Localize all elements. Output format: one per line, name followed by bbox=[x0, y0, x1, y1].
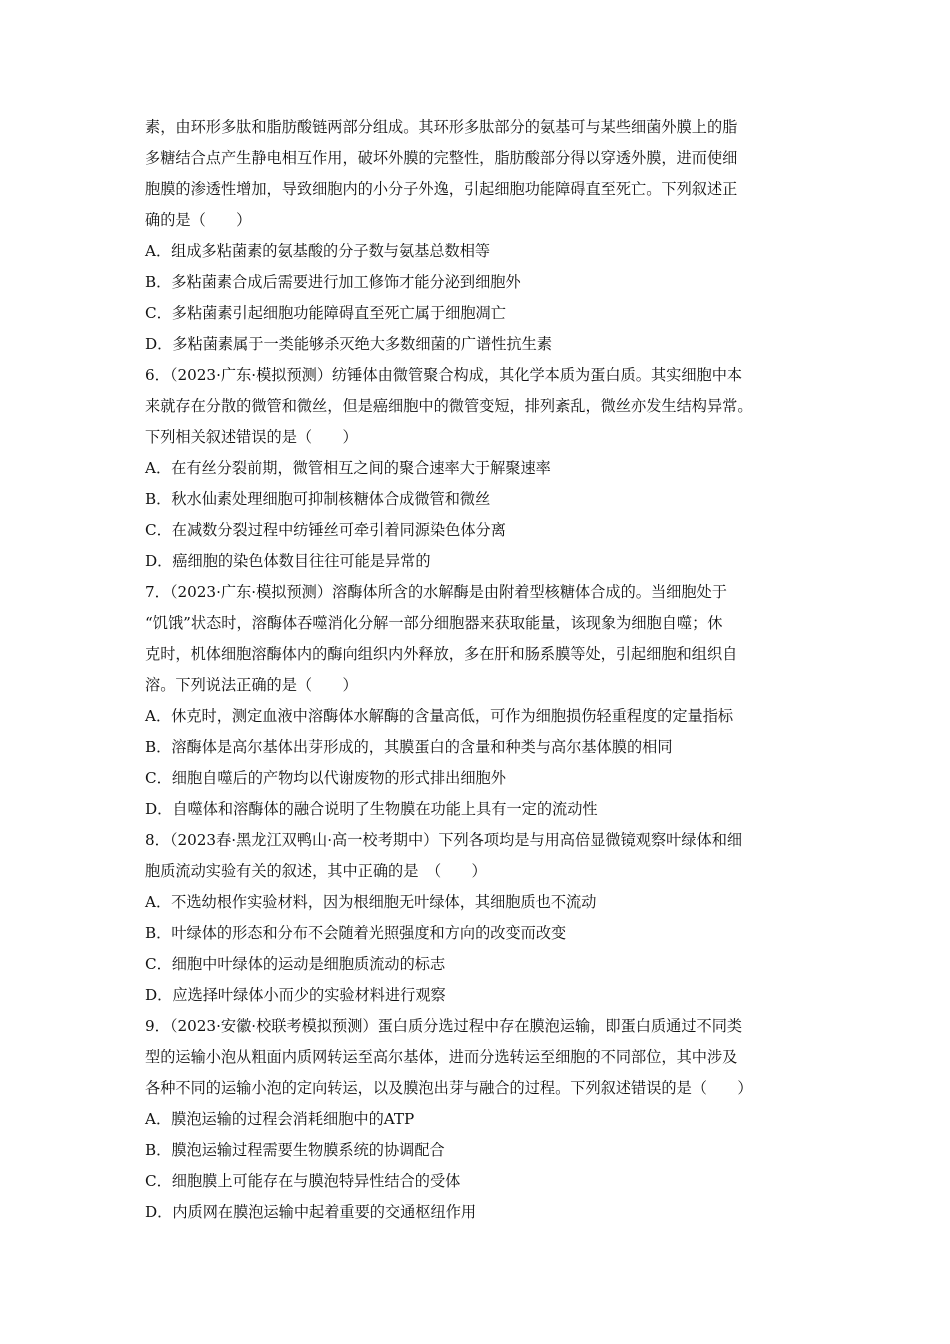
option-c: C．在减数分裂过程中纺锤丝可牵引着同源染色体分离 bbox=[145, 521, 506, 539]
question-text-line: “饥饿”状态时，溶酶体吞噬消化分解一部分细胞器来获取能量，该现象为细胞自噬；休 bbox=[145, 614, 723, 632]
option-a: A．组成多粘菌素的氨基酸的分子数与氨基总数相等 bbox=[145, 242, 491, 260]
option-a: A．不选幼根作实验材料，因为根细胞无叶绿体，其细胞质也不流动 bbox=[145, 893, 597, 911]
option-d: D．内质网在膜泡运输中起着重要的交通枢纽作用 bbox=[145, 1203, 477, 1221]
question-text-line: 各种不同的运输小泡的定向转运，以及膜泡出芽与融合的过程。下列叙述错误的是（ ） bbox=[145, 1079, 753, 1097]
question-text-line: 7．（2023·广东·模拟预测）溶酶体所含的水解酶是由附着型核糖体合成的。当细胞处于 bbox=[145, 583, 727, 601]
question-text-line: 9．（2023·安徽·校联考模拟预测）蛋白质分选过程中存在膜泡运输，即蛋白质通过不同类 bbox=[145, 1017, 743, 1035]
question-text-line: 胞膜的渗透性增加，导致细胞内的小分子外逸，引起细胞功能障碍直至死亡。下列叙述正 bbox=[145, 180, 738, 198]
option-c: C．多粘菌素引起细胞功能障碍直至死亡属于细胞凋亡 bbox=[145, 304, 506, 322]
question-6 bbox=[145, 360, 815, 577]
option-a: A．休克时，测定血液中溶酶体水解酶的含量高低，可作为细胞损伤轻重程度的定量指标 bbox=[145, 707, 734, 725]
option-b: B．膜泡运输过程需要生物膜系统的协调配合 bbox=[145, 1141, 445, 1159]
question-text-line: 确的是（ ） bbox=[145, 211, 252, 229]
option-c: C．细胞膜上可能存在与膜泡特异性结合的受体 bbox=[145, 1172, 461, 1190]
question-text-line: 素，由环形多肽和脂肪酸链两部分组成。其环形多肽部分的氨基可与某些细菌外膜上的脂 bbox=[145, 118, 738, 136]
option-c: C．细胞自噬后的产物均以代谢废物的形式排出细胞外 bbox=[145, 769, 506, 787]
option-d: D．癌细胞的染色体数目往往可能是异常的 bbox=[145, 552, 431, 570]
document-page bbox=[145, 112, 815, 1228]
option-b: B．溶酶体是高尔基体出芽形成的，其膜蛋白的含量和种类与高尔基体膜的相同 bbox=[145, 738, 673, 756]
option-c: C．细胞中叶绿体的运动是细胞质流动的标志 bbox=[145, 955, 446, 973]
question-7 bbox=[145, 577, 815, 825]
question-text-line: 下列相关叙述错误的是（ ） bbox=[145, 428, 358, 446]
option-b: B．秋水仙素处理细胞可抑制核糖体合成微管和微丝 bbox=[145, 490, 491, 508]
option-b: B．叶绿体的形态和分布不会随着光照强度和方向的改变而改变 bbox=[145, 924, 567, 942]
option-d: D．自噬体和溶酶体的融合说明了生物膜在功能上具有一定的流动性 bbox=[145, 800, 598, 818]
option-a: A．在有丝分裂前期，微管相互之间的聚合速率大于解聚速率 bbox=[145, 459, 551, 477]
question-text-line: 溶。下列说法正确的是（ ） bbox=[145, 676, 358, 694]
question-text-line: 来就存在分散的微管和微丝，但是癌细胞中的微管变短，排列紊乱，微丝亦发生结构异常。 bbox=[145, 397, 753, 415]
question-text-line: 型的运输小泡从粗面内质网转运至高尔基体，进而分选转运至细胞的不同部位，其中涉及 bbox=[145, 1048, 738, 1066]
question-text-line: 6．（2023·广东·模拟预测）纺锤体由微管聚合构成，其化学本质为蛋白质。其实细胞中本 bbox=[145, 366, 743, 384]
question-text-line: 胞质流动实验有关的叙述，其中正确的是 （ ） bbox=[145, 862, 487, 880]
option-b: B．多粘菌素合成后需要进行加工修饰才能分泌到细胞外 bbox=[145, 273, 521, 291]
question-text-line: 多糖结合点产生静电相互作用，破坏外膜的完整性，脂肪酸部分得以穿透外膜，进而使细 bbox=[145, 149, 738, 167]
question-8 bbox=[145, 825, 815, 1011]
question-5-continued bbox=[145, 112, 815, 360]
option-a: A．膜泡运输的过程会消耗细胞中的ATP bbox=[145, 1110, 415, 1128]
option-d: D．应选择叶绿体小而少的实验材料进行观察 bbox=[145, 986, 446, 1004]
question-text-line: 8．（2023春·黑龙江双鸭山·高一校考期中）下列各项均是与用高倍显微镜观察叶绿体和细 bbox=[145, 831, 743, 849]
question-9 bbox=[145, 1011, 815, 1228]
option-d: D．多粘菌素属于一类能够杀灭绝大多数细菌的广谱性抗生素 bbox=[145, 335, 553, 353]
question-text-line: 克时，机体细胞溶酶体内的酶向组织内外释放，多在肝和肠系膜等处，引起细胞和组织自 bbox=[145, 645, 738, 663]
